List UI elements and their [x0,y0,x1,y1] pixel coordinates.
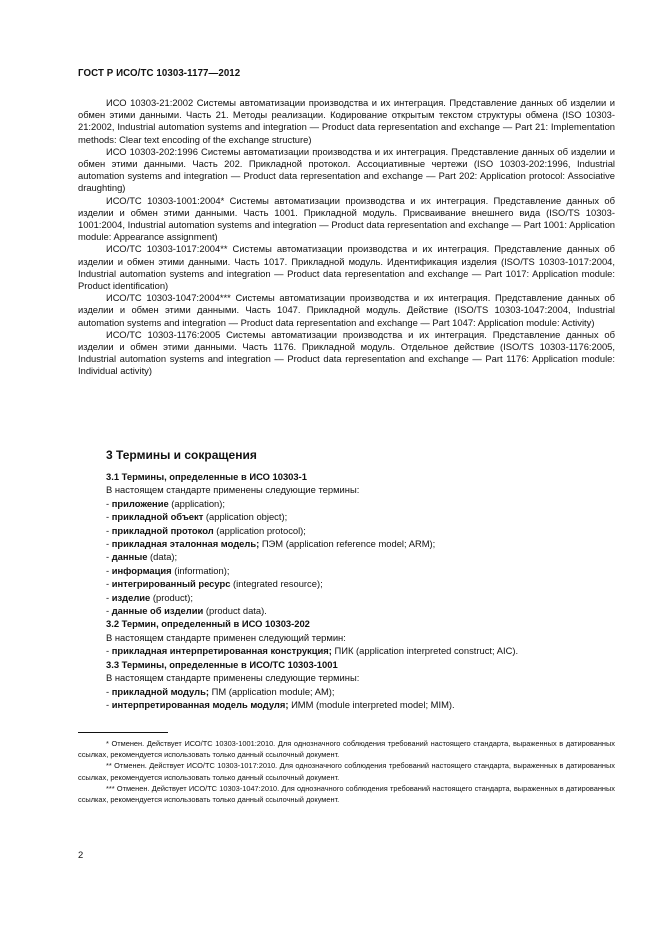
footnotes [78,738,615,805]
reference-paragraph: ИСО/ТС 10303-1047:2004*** Системы автоматизации производства и их интеграция. Представление данных об изделии и обмен этими данными. Часть 1047. Прикладной модуль. Действие (ISO/TS 10303-1047:2004, Industrial automation systems and integration — Product data representation and exchange — Part 1047: Application module: Activity) [78,292,615,328]
term-item: - приложение (application); [106,497,225,509]
subsection-intro: В настоящем стандарте применены следующие термины: [106,484,360,496]
term-item: - прикладной модуль; ПМ (application module; AM); [106,685,335,697]
reference-paragraph: ИСО 10303-202:1996 Системы автоматизации производства и их интеграция. Представление данных об изделии и обмен этими данными. Часть 202. Прикладной протокол. Ассоциативные чертежи (ISO 10303-202:1996, Industrial automation systems and integration — Product data representation and exchange — Part 202: Application protocol: Associative draughting) [78,145,615,194]
term-item: - данные об изделии (product data). [106,605,267,617]
footnote: * Отменен. Действует ИСО/ТС 10303-1001:2010. Для однозначного соблюдения требований настоящего стандарта, выраженных в датированных ссылках, рекомендуется использовать только данный ссылочный документ. [78,739,615,760]
footnote: *** Отменен. Действует ИСО/ТС 10303-1047:2010. Для однозначного соблюдения требований настоящего стандарта, выраженных в датированных ссылках, рекомендуется использовать только данный ссылочный документ. [78,783,615,805]
term-item: - прикладная интерпретированная конструкция; ПИК (application interpreted construct; AIC). [106,645,519,657]
footnote: ** Отменен. Действует ИСО/ТС 10303-1017:2010. Для однозначного соблюдения требований настоящего стандарта, выраженных в датированных ссылках, рекомендуется использовать только данный ссылочный документ. [78,761,615,782]
term-item: - изделие (product); [106,591,193,603]
footnote-divider [78,732,168,733]
term-item: - прикладной объект (application object); [106,511,288,523]
term-item: - информация (information); [106,564,230,576]
reference-paragraph: ИСО/ТС 10303-1017:2004** Системы автоматизации производства и их интеграция. Представление данных об изделии и обмен этими данными. Часть 1017. Прикладной модуль. Идентификация изделия (ISO/TS 10303-1017:2004, Industrial automation systems and integration — Product data representation and exchange — Part 1017: Application module: Product identification) [78,243,615,292]
subsection-heading: 3.1 Термины, определенные в ИСО 10303-1 [106,471,307,482]
subsection-intro: В настоящем стандарте применены следующие термины: [106,672,360,684]
subsection-heading: 3.2 Термин, определенный в ИСО 10303-202 [106,618,310,630]
reference-paragraph: ИСО 10303-21:2002 Системы автоматизации производства и их интеграция. Представление данных об изделии и обмен этими данными. Часть 21. Методы реализации. Кодирование открытым текстом структуры обмена (ISO 10303-21:2002, Industrial automation systems and integration — Product data representation and exchange — Part 21: Implementation methods: Clear text encoding of the exchange structure) [78,97,615,145]
page-number: 2 [78,849,84,860]
term-item: - интерпретированная модель модуля; ИММ (module interpreted model; MIM). [106,698,455,710]
terms-block [106,470,616,711]
reference-paragraph: ИСО/ТС 10303-1176:2005 Системы автоматизации производства и их интеграция. Представление данных об изделии и обмен этими данными. Часть 1176. Прикладной модуль. Отдельное действие (ISO/TS 10303-1176:2005, Industrial automation systems and integration — Product data representation and exchange — Part 1176: Application module: Individual activity) [78,328,615,377]
term-item: - данные (data); [106,551,178,563]
document-header: ГОСТ Р ИСО/ТС 10303-1177—2012 [78,68,241,79]
reference-paragraph: ИСО/ТС 10303-1001:2004* Системы автоматизации производства и их интеграция. Представление данных об изделии и обмен этими данными. Часть 1001. Прикладной модуль. Присваивание внешнего вида (ISO/TS 10303-1001:2004, Industrial automation systems and integration — Product data representation and exchange — Part 1001: Application module: Appearance assignment) [78,194,615,243]
term-item: - интегрированный ресурс (integrated resource); [106,578,323,590]
term-item: - прикладная эталонная модель; ПЭМ (application reference model; ARM); [106,538,436,550]
section-heading: 3 Термины и сокращения [106,448,257,462]
term-item: - прикладной протокол (application protocol); [106,524,306,536]
normative-references [78,97,615,378]
subsection-heading: 3.3 Термины, определенные в ИСО/ТС 10303-1001 [106,658,338,670]
subsection-intro: В настоящем стандарте применен следующий термин: [106,631,346,643]
